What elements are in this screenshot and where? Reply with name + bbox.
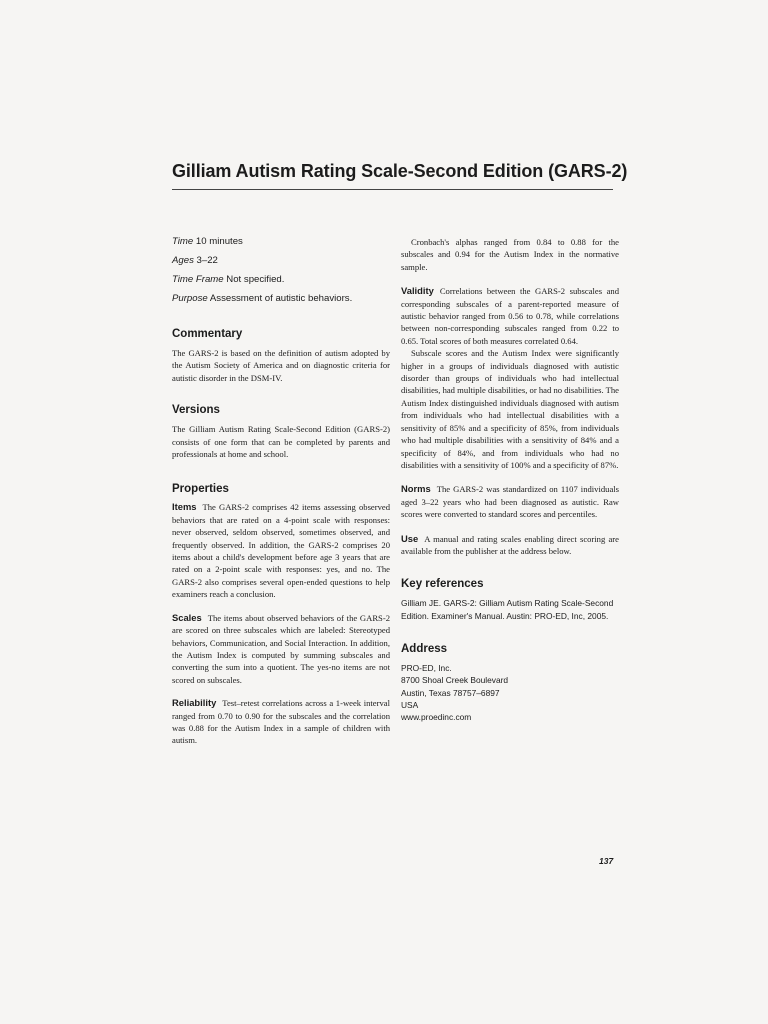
commentary-text: The GARS-2 is based on the definition of autism adopted by the Autism Society of America and on diagnostic criteria for autistic disorder in the DSM-IV. (172, 348, 390, 383)
right-column (401, 236, 619, 723)
cronbach-paragraph: Cronbach's alphas ranged from 0.84 to 0.88 for the subscales and 0.94 for the Autism Index in the normative sample. (401, 237, 619, 272)
use-label: Use (401, 532, 419, 544)
validity-text: Correlations between the GARS-2 subscales and corresponding subscales of a parent-reported measure of autistic behavior ranged from 0.56 to 0.78, while correlations between non-corresponding subscales ranged from 0.22 to 0.65. Total scores of both measures correlated 0.64. (401, 286, 619, 346)
title-rule (172, 189, 613, 190)
meta-time-value: 10 minutes (195, 236, 243, 247)
meta-purpose (172, 293, 390, 305)
validity-paragraph-2: Subscale scores and the Autism Index were significantly higher in a groups of individuals diagnosed with autistic disorder than groups of individuals who had intellectual disabilities, had multiple disabilities, or had no disabilities. The Autism Index distinguished individuals diagnosed with autism from individuals who had intellectual disabilities with a sensitivity of 85% and a specificity of 85%, from individuals who had multiple disabilities with a sensitivity of 84% and a specificity of 84%, and from individuals who had no disabilities with a sensitivity of 100% and a specificity of 87%. (401, 348, 619, 470)
reliability-paragraph (172, 697, 390, 747)
commentary-heading: Commentary (172, 328, 243, 340)
norms-paragraph (401, 483, 619, 520)
address-website-link[interactable]: www.proedinc.com (401, 712, 472, 723)
validity-paragraph (401, 285, 619, 347)
meta-time-label: Time (172, 236, 194, 247)
address-line-1: PRO-ED, Inc. (401, 662, 452, 673)
reliability-text: Test–retest correlations across a 1-week interval ranged from 0.70 to 0.90 for the subscales and the correlation was 0.88 for the Autism Index in a sample of children with autism. (172, 698, 390, 746)
page-number: 137 (599, 856, 614, 866)
meta-ages-label: Ages (172, 255, 194, 266)
reliability-label: Reliability (172, 697, 217, 709)
use-text: A manual and rating scales enabling direct scoring are available from the publisher at the address below. (401, 533, 619, 556)
versions-text: The Gilliam Autism Rating Scale-Second Edition (GARS-2) consists of one form that can be completed by parents and professionals at home and school. (172, 424, 390, 460)
key-references-text: Gilliam JE. GARS-2: Gilliam Autism Rating Scale-Second Edition. Examiner's Manual. Austin: PRO-ED, Inc, 2005. (401, 598, 614, 621)
items-label: Items (172, 501, 197, 513)
meta-ages (172, 255, 390, 267)
meta-time-frame-value: Not specified. (226, 274, 285, 285)
left-column (172, 236, 390, 747)
key-references-heading: Key references (401, 578, 484, 591)
use-paragraph (401, 533, 619, 558)
validity-label: Validity (401, 285, 434, 297)
meta-ages-value: 3–22 (196, 255, 218, 266)
scales-text: The items about observed behaviors of the GARS-2 are scored on three subscales which are labeled: Stereotyped behaviors, Communication, and Social Interaction. In addition, the Autism Index is computed by summing subscales and converting the sum into a quotient. The yes-no items are not scored on subscales. (172, 612, 390, 685)
meta-time-frame-label: Time Frame (172, 274, 224, 285)
scales-paragraph (172, 612, 390, 686)
items-paragraph (172, 501, 390, 600)
versions-heading: Versions (172, 404, 220, 417)
scales-label: Scales (172, 611, 202, 623)
address-line-2: 8700 Shoal Creek Boulevard (401, 675, 509, 686)
address-heading: Address (401, 642, 448, 655)
properties-heading: Properties (172, 483, 229, 496)
address-block (401, 662, 619, 723)
meta-time-frame (172, 274, 390, 286)
address-line-4: USA (401, 699, 419, 710)
meta-time (172, 236, 390, 248)
meta-purpose-value: Assessment of autistic behaviors. (209, 293, 353, 304)
page-title: Gilliam Autism Rating Scale-Second Edition (GARS-2) (172, 161, 628, 181)
meta-purpose-label: Purpose (172, 293, 208, 304)
items-text: The GARS-2 comprises 42 items assessing observed behaviors that are rated on a 4-point scale with responses: never observed, seldom observed, sometimes observed, and frequently observed. In addition, the GARS-2 comprises 20 items about a child's development before age 3 years that are rated on a 2-point scale with responses: yes, and no. The GARS-2 also comprises several open-ended questions to help examiners reach a conclusion. (172, 502, 390, 600)
address-line-3: Austin, Texas 78757–6897 (401, 687, 500, 698)
norms-text: The GARS-2 was standardized on 1107 individuals aged 3–22 years who had been diagnosed as autistic. Raw scores were converted to standard scores and percentiles. (401, 484, 619, 520)
norms-label: Norms (401, 483, 431, 495)
